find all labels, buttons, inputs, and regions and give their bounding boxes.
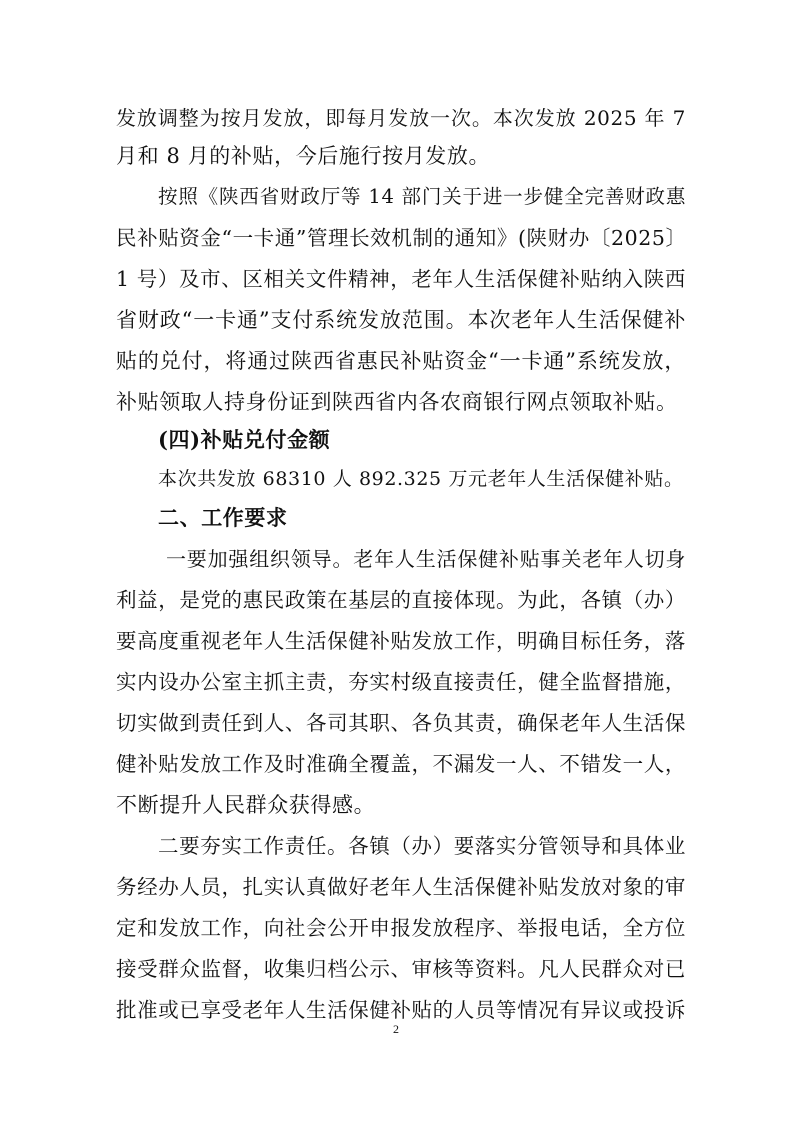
paragraph-1-line-3: 1 号）及市、区相关文件精神，老年人生活保健补贴纳入陕西	[116, 267, 686, 291]
paragraph-3-line-3: 定和发放工作，向社会公开申报发放程序、举报电话，全方位	[116, 916, 686, 940]
paragraph-3-line-1: 二要夯实工作责任。各镇（办）要落实分管领导和具体业	[158, 834, 686, 858]
subheading-4: (四)补贴兑付金额	[158, 427, 331, 452]
paragraph-3-line-4: 接受群众监督，收集归档公示、审核等资料。凡人民群众对已	[116, 957, 686, 981]
paragraph-1-line-2: 民补贴资金“一卡通”管理长效机制的通知》(陕财办〔2025〕	[116, 226, 687, 250]
paragraph-2-line-4: 实内设办公室主抓主责，夯实村级直接责任，健全监督措施，	[116, 670, 686, 694]
paragraph-3-line-5: 批准或已享受老年人生活保健补贴的人员等情况有异议或投诉	[116, 998, 686, 1022]
intro-line-2: 月和 8 月的补贴，今后施行按月发放。	[116, 144, 491, 168]
paragraph-1-line-4: 省财政“一卡通”支付系统发放范围。本次老年人生活保健补	[116, 308, 686, 332]
paragraph-3-line-2: 务经办人员，扎实认真做好老年人生活保健补贴发放对象的审	[116, 875, 686, 899]
paragraph-1-line-5: 贴的兑付，将通过陕西省惠民补贴资金“一卡通”系统发放，	[116, 349, 686, 373]
paragraph-2-line-1: 一要加强组织领导。老年人生活保健补贴事关老年人切身	[166, 547, 686, 571]
paragraph-2-line-6: 健补贴发放工作及时准确全覆盖，不漏发一人、不错发一人，	[116, 752, 686, 776]
amount-line: 本次共发放 68310 人 892.325 万元老年人生活保健补贴。	[158, 468, 684, 490]
section-2-heading: 二、工作要求	[158, 505, 288, 530]
intro-line-1: 发放调整为按月发放，即每月发放一次。本次发放 2025 年 7	[116, 106, 686, 130]
paragraph-2-line-7: 不断提升人民群众获得感。	[116, 793, 376, 817]
paragraph-1-line-1: 按照《陕西省财政厅等 14 部门关于进一步健全完善财政惠	[158, 185, 686, 208]
page-number: 2	[393, 1022, 399, 1036]
paragraph-1-line-6: 补贴领取人持身份证到陕西省内各农商银行网点领取补贴。	[116, 390, 678, 414]
paragraph-2-line-3: 要高度重视老年人生活保健补贴发放工作，明确目标任务，落	[116, 629, 686, 653]
paragraph-2-line-5: 切实做到责任到人、各司其职、各负其责，确保老年人生活保	[116, 711, 686, 735]
paragraph-2-line-2: 利益，是党的惠民政策在基层的直接体现。为此，各镇（办）	[116, 588, 686, 612]
